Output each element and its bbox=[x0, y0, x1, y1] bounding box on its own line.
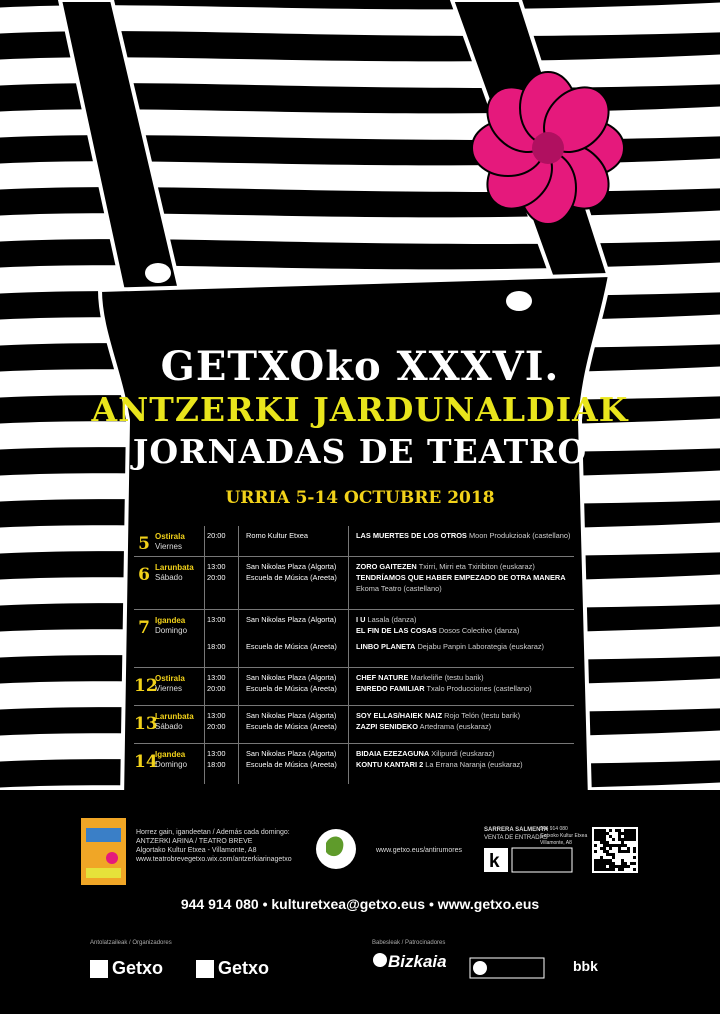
company: Txalo Producciones (castellano) bbox=[426, 684, 532, 693]
sponsors-label: Babesleak / Patrocinadores bbox=[372, 940, 446, 946]
performance bbox=[356, 710, 520, 721]
weekday-basque: Ostirala bbox=[155, 532, 185, 541]
company: Artedrama (euskaraz) bbox=[419, 722, 492, 731]
performance bbox=[356, 561, 535, 572]
weekday-basque: Larunbata bbox=[155, 563, 194, 572]
venue: San Nikolas Plaza (Algorta) bbox=[246, 615, 337, 624]
performance bbox=[356, 583, 442, 594]
performance-line bbox=[134, 748, 574, 759]
teatro-breve-info bbox=[136, 828, 292, 864]
performance-line bbox=[134, 572, 574, 583]
ticket-contact bbox=[540, 826, 587, 847]
antirumores-url[interactable]: www.getxo.eus/antirumores bbox=[376, 847, 462, 854]
bbk-logo: bbk bbox=[573, 958, 598, 974]
performance-time: 20:00 bbox=[207, 684, 226, 693]
getxo-logo-mark bbox=[90, 960, 108, 978]
show-title: LAS MUERTES DE LOS OTROS bbox=[356, 531, 467, 540]
day-number: 12 bbox=[134, 676, 158, 696]
performance bbox=[356, 748, 495, 759]
teatro-breve-line: ANTZERKI ARINA / TEATRO BREVE bbox=[136, 838, 253, 845]
left-button bbox=[145, 263, 171, 283]
company: Dejabu Panpin Laborategia (euskaraz) bbox=[417, 642, 545, 651]
performance-line bbox=[134, 683, 574, 694]
performance-time: 13:00 bbox=[207, 749, 226, 758]
weekday-spanish: Sábado bbox=[155, 722, 183, 731]
flower-center bbox=[532, 132, 564, 164]
company: Xilipurdi (euskaraz) bbox=[431, 749, 495, 758]
performance-line bbox=[134, 625, 574, 636]
bizkaia-logo: Bizkaia bbox=[388, 952, 447, 971]
weekday-spanish: Viernes bbox=[155, 542, 182, 551]
venue: San Nikolas Plaza (Algorta) bbox=[246, 749, 337, 758]
schedule-day bbox=[134, 557, 574, 610]
ticket-sale-info bbox=[484, 826, 548, 842]
bizkaia-logo-mark bbox=[373, 953, 387, 967]
performance bbox=[356, 614, 416, 625]
performance bbox=[356, 530, 570, 541]
teatro-breve-link[interactable]: www.teatrobrevegetxo.wix.com/antzerkiarinagetxo bbox=[136, 856, 292, 863]
weekday-basque: Ostirala bbox=[155, 674, 185, 683]
separator: • bbox=[262, 896, 268, 912]
company: Lasala (danza) bbox=[367, 615, 417, 624]
performance bbox=[356, 625, 519, 636]
performance bbox=[356, 672, 484, 683]
company: Dosos Colectivo (danza) bbox=[438, 626, 520, 635]
schedule-table bbox=[134, 526, 574, 784]
day-number: 5 bbox=[138, 534, 150, 554]
weekday-spanish: Domingo bbox=[155, 626, 188, 635]
performance-line bbox=[134, 759, 574, 770]
ticket-line: 944 914 080 bbox=[540, 826, 568, 832]
ticket-line: Villamonte, A8 bbox=[540, 840, 572, 846]
performance-time: 13:00 bbox=[207, 673, 226, 682]
weekday-basque: Igandea bbox=[155, 616, 186, 625]
performance-line bbox=[134, 561, 574, 572]
show-title: ENREDO FAMILIAR bbox=[356, 684, 425, 693]
company: La Errana Naranja (euskaraz) bbox=[425, 760, 523, 769]
weekday-basque: Igandea bbox=[155, 750, 186, 759]
website[interactable]: www.getxo.eus bbox=[437, 896, 540, 912]
venue: Escuela de Música (Areeta) bbox=[246, 573, 337, 582]
venue: Escuela de Música (Areeta) bbox=[246, 722, 337, 731]
performance-time: 20:00 bbox=[207, 722, 226, 731]
title-line-2: ANTZERKI JARDUNALDIAK bbox=[91, 390, 629, 429]
performance-time: 18:00 bbox=[207, 760, 226, 769]
show-title: KONTU KANTARI 2 bbox=[356, 760, 424, 769]
ticket-line: SARRERA SALMENTA bbox=[484, 827, 548, 833]
pink-flower bbox=[472, 72, 624, 224]
weekday-spanish: Viernes bbox=[155, 684, 182, 693]
weekday-spanish: Domingo bbox=[155, 760, 188, 769]
getxo-kultur-logo-mark bbox=[196, 960, 214, 978]
company: Rojo Telón (testu barik) bbox=[444, 711, 521, 720]
schedule-day bbox=[134, 526, 574, 557]
day-number: 6 bbox=[138, 565, 150, 585]
performance-line bbox=[134, 530, 574, 541]
show-title: LINBO PLANETA bbox=[356, 642, 416, 651]
performance-line bbox=[134, 641, 574, 652]
contact-line bbox=[0, 896, 720, 912]
venue: Escuela de Música (Areeta) bbox=[246, 642, 337, 651]
title-line-1: GETXOko XXXVI. bbox=[160, 343, 560, 390]
teatro-breve-line: Horrez gain, igandeetan / Además cada domingo: bbox=[136, 829, 290, 836]
show-title: ZORO GAITEZEN bbox=[356, 562, 417, 571]
performance-time: 20:00 bbox=[207, 531, 226, 540]
performance bbox=[356, 721, 491, 732]
svg-text:k: k bbox=[489, 851, 500, 872]
performance-time: 13:00 bbox=[207, 711, 226, 720]
show-title: BIDAIA EZEZAGUNA bbox=[356, 749, 430, 758]
getxo-kultur-logo: Getxo bbox=[218, 958, 270, 978]
performance-time: 13:00 bbox=[207, 562, 226, 571]
performance bbox=[356, 641, 544, 652]
getxo-logo: Getxo bbox=[112, 958, 164, 978]
schedule-day bbox=[134, 668, 574, 706]
venue: San Nikolas Plaza (Algorta) bbox=[246, 711, 337, 720]
show-title: SOY ELLAS/HAIEK NAIZ bbox=[356, 711, 443, 720]
ticket-line: Getxoko Kultur Etxea bbox=[540, 833, 588, 839]
phone[interactable]: 944 914 080 bbox=[180, 896, 259, 912]
day-number: 14 bbox=[134, 752, 158, 772]
performance-time: 20:00 bbox=[207, 573, 226, 582]
venue: San Nikolas Plaza (Algorta) bbox=[246, 562, 337, 571]
organizers-label: Antolatzaileak / Organizadores bbox=[90, 940, 172, 946]
schedule-day bbox=[134, 610, 574, 668]
qr-code bbox=[592, 827, 638, 873]
performance-line bbox=[134, 583, 574, 594]
performance-time: 18:00 bbox=[207, 642, 226, 651]
performance-line bbox=[134, 721, 574, 732]
venue: Romo Kultur Etxea bbox=[246, 531, 309, 540]
right-button bbox=[506, 291, 532, 311]
show-title: ZAZPI SENIDEKO bbox=[356, 722, 419, 731]
performance bbox=[356, 572, 566, 583]
company: Txirri, Mirri eta Txiribiton (euskaraz) bbox=[418, 562, 535, 571]
venue: Escuela de Música (Areeta) bbox=[246, 760, 337, 769]
show-title: CHEF NATURE bbox=[356, 673, 409, 682]
teatro-breve-line: Algortako Kultur Etxea - Villamonte, A8 bbox=[136, 847, 257, 854]
company: Ekoma Teatro (castellano) bbox=[356, 584, 442, 593]
venue: Escuela de Música (Areeta) bbox=[246, 684, 337, 693]
show-title: TENDRÍAMOS QUE HABER EMPEZADO DE OTRA MANERA bbox=[356, 573, 566, 582]
title-line-3: JORNADAS DE TEATRO bbox=[132, 432, 588, 471]
performance-line bbox=[134, 614, 574, 625]
day-number: 13 bbox=[134, 714, 158, 734]
performance bbox=[356, 683, 532, 694]
schedule-day bbox=[134, 744, 574, 784]
performance bbox=[356, 759, 523, 770]
venue: San Nikolas Plaza (Algorta) bbox=[246, 673, 337, 682]
schedule-day bbox=[134, 706, 574, 744]
company: Markeliñe (testu barik) bbox=[410, 673, 484, 682]
performance-line bbox=[134, 710, 574, 721]
performance-line bbox=[134, 672, 574, 683]
show-title: EL FIN DE LAS COSAS bbox=[356, 626, 437, 635]
day-number: 7 bbox=[138, 618, 150, 638]
email[interactable]: kulturetxea@getxo.eus bbox=[271, 896, 426, 912]
show-title: I U bbox=[356, 615, 366, 624]
performance-time: 13:00 bbox=[207, 615, 226, 624]
weekday-spanish: Sábado bbox=[155, 573, 183, 582]
company: Moon Produkzioak (castellano) bbox=[468, 531, 571, 540]
ticket-line: VENTA DE ENTRADAS bbox=[484, 835, 548, 841]
weekday-basque: Larunbata bbox=[155, 712, 194, 721]
separator: • bbox=[428, 896, 434, 912]
festival-dates: URRIA 5-14 OCTUBRE 2018 bbox=[225, 488, 495, 508]
